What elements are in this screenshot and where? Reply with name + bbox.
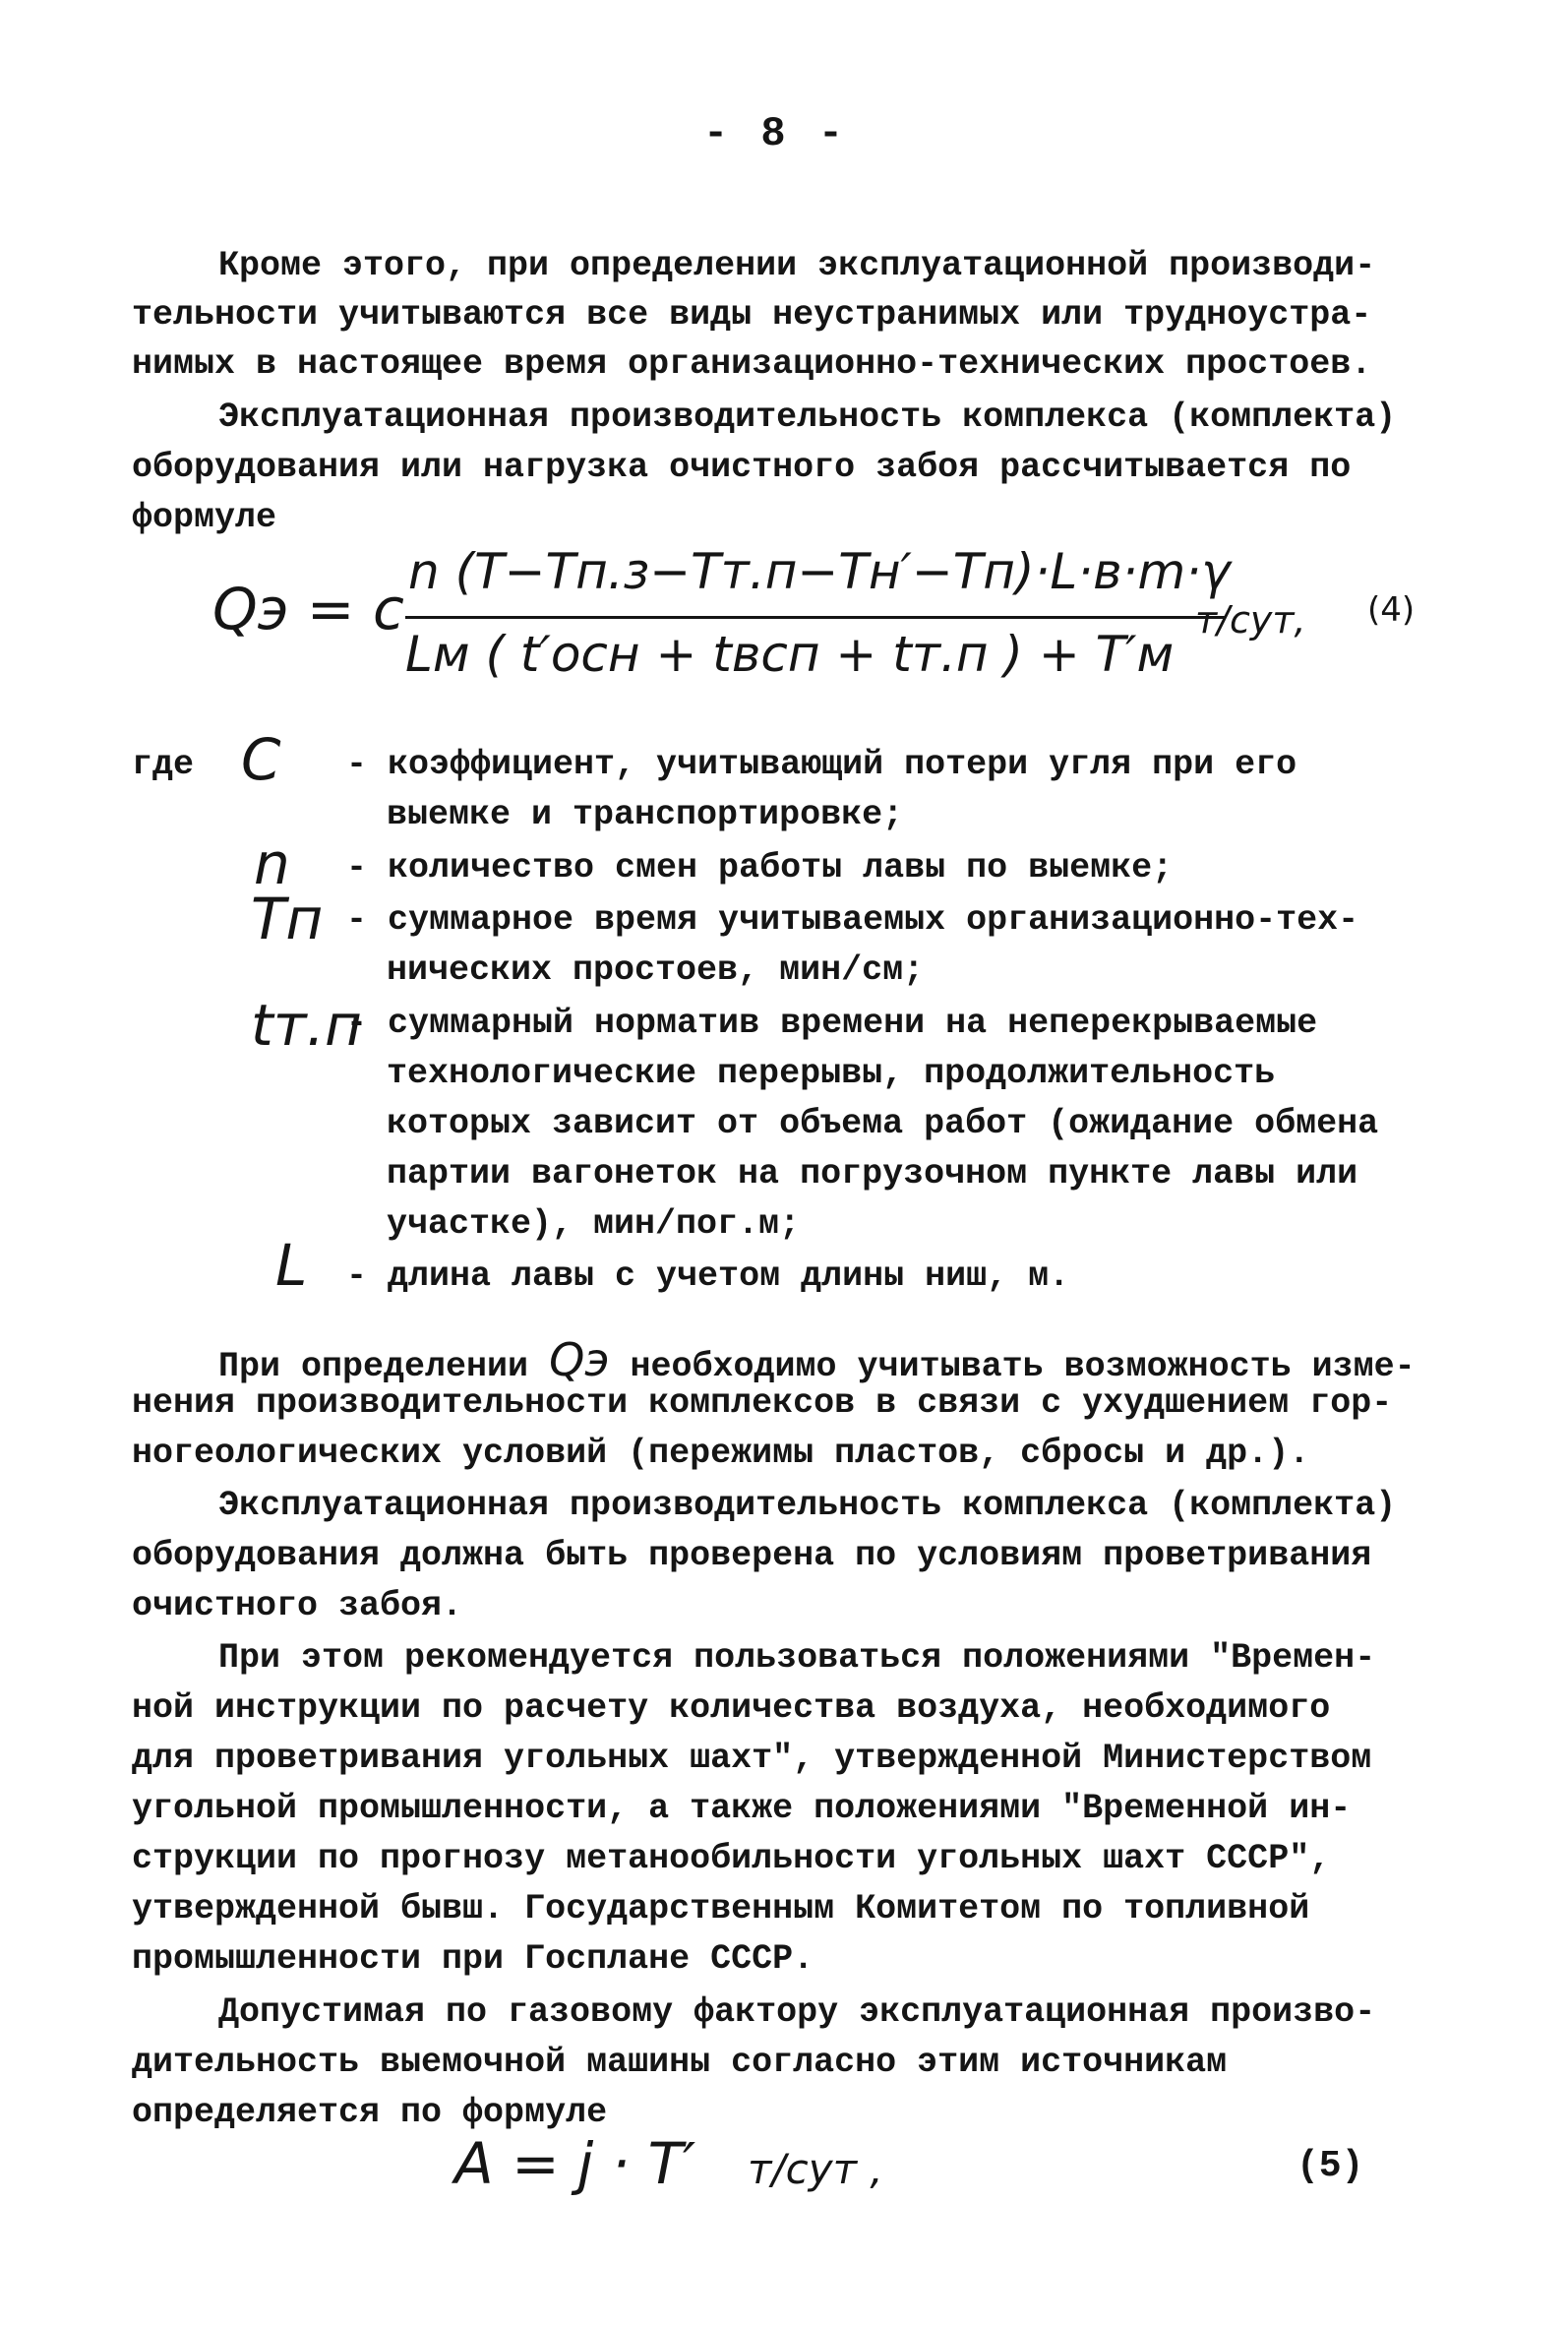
formula-4-lhs: Qэ = c (212, 576, 404, 642)
paragraph-4-line-1: Эксплуатационная производительность комплекса (комплекта) (218, 1486, 1397, 1525)
definition-ttp-line-2: технологические перерывы, продолжительность (387, 1054, 1276, 1093)
definition-tp-line-1: - суммарное время учитываемых организационно-тех- (346, 900, 1359, 940)
definition-c-line-2: выемке и транспортировке; (387, 795, 904, 834)
paragraph-3-text-after: необходимо учитывать возможность изме- (609, 1347, 1416, 1386)
definition-ttp-line-5: участке), мин/пог.м; (387, 1204, 801, 1244)
formula-5-expression: A = j · T′ (454, 2130, 696, 2197)
paragraph-3-text-before: При определении (218, 1347, 550, 1386)
page-number: - 8 - (703, 110, 848, 157)
paragraph-5-line-7: промышленности при Госплане СССР. (132, 1939, 814, 1979)
definition-ttp-line-4: партии вагонеток на погрузочном пункте лавы или (387, 1154, 1358, 1193)
definition-symbol-ttp: tт.п (251, 992, 362, 1059)
definition-l-line-1: - длина лавы с учетом длины ниш, м. (346, 1256, 1070, 1296)
formula-4-numerator: n (T−Tп.з−Tт.п−Tн′−Tп)·L·в·m·γ (408, 543, 1231, 600)
definition-n-line-1: - количество смен работы лавы по выемке; (346, 848, 1174, 887)
definition-symbol-n: n (254, 830, 290, 897)
definition-symbol-c: C (241, 726, 281, 793)
definition-c-line-1: - коэффициент, учитывающий потери угля при его (346, 745, 1297, 784)
paragraph-6-line-1: Допустимая по газовому фактору эксплуатационная произво- (218, 1992, 1376, 2032)
paragraph-5-line-3: для проветривания угольных шахт", утвержденной Министерством (132, 1739, 1372, 1778)
paragraph-2-line-1: Эксплуатационная производительность комплекса (комплекта) (218, 398, 1397, 437)
paragraph-3-line-1 (218, 1333, 1416, 1386)
paragraph-4-line-3: очистного забоя. (132, 1586, 463, 1625)
paragraph-5-line-1: При этом рекомендуется пользоваться положениями "Времен- (218, 1638, 1376, 1678)
paragraph-5-line-6: утвержденной бывш. Государственным Комитетом по топливной (132, 1889, 1310, 1928)
paragraph-2-line-2: оборудования или нагрузка очистного забоя рассчитывается по (132, 448, 1352, 487)
formula-4-number: (4) (1367, 590, 1416, 630)
paragraph-3-line-2: нения производительности комплексов в связи с ухудшением гор- (132, 1383, 1393, 1423)
paragraph-3-symbol: Qэ (549, 1333, 610, 1386)
paragraph-6-line-2: дительность выемочной машины согласно этим источникам (132, 2043, 1228, 2082)
paragraph-5-line-2: ной инструкции по расчету количества воздуха, необходимого (132, 1688, 1331, 1728)
definition-symbol-l: L (275, 1232, 308, 1299)
paragraph-4-line-2: оборудования должна быть проверена по условиям проветривания (132, 1536, 1372, 1575)
formula-4-fraction-bar (405, 616, 1226, 619)
definition-symbol-tp: Tп (251, 886, 324, 952)
paragraph-5-line-4: угольной промышленности, а также положениями "Временной ин- (132, 1789, 1352, 1828)
paragraph-3-line-3: ногеологических условий (пережимы пластов, сбросы и др.). (132, 1434, 1310, 1473)
paragraph-2-line-3: формуле (132, 498, 277, 537)
formula-5-number: (5) (1297, 2145, 1364, 2187)
paragraph-6-line-3: определяется по формуле (132, 2093, 608, 2132)
definition-tp-line-2: нических простоев, мин/см; (387, 950, 925, 990)
formula-5-unit: т/сут , (748, 2145, 883, 2193)
paragraph-5-line-5: струкции по прогнозу метанообильности угольных шахт СССР", (132, 1839, 1331, 1878)
definition-ttp-line-3: которых зависит от объема работ (ожидание обмена (387, 1104, 1379, 1143)
where-label: где (132, 745, 195, 784)
formula-4-denominator: Lм ( t′осн + tвсп + tт.п ) + T′м (405, 626, 1175, 683)
paragraph-1-line-2: тельности учитываются все виды неустранимых или трудноустра- (132, 295, 1372, 335)
definition-ttp-line-1: - суммарный норматив времени на неперекрываемые (346, 1004, 1318, 1043)
formula-4-unit: т/сут, (1195, 598, 1306, 642)
paragraph-1-line-3: нимых в настоящее время организационно-технических простоев. (132, 344, 1372, 384)
paragraph-1-line-1: Кроме этого, при определении эксплуатационной производи- (218, 246, 1376, 285)
